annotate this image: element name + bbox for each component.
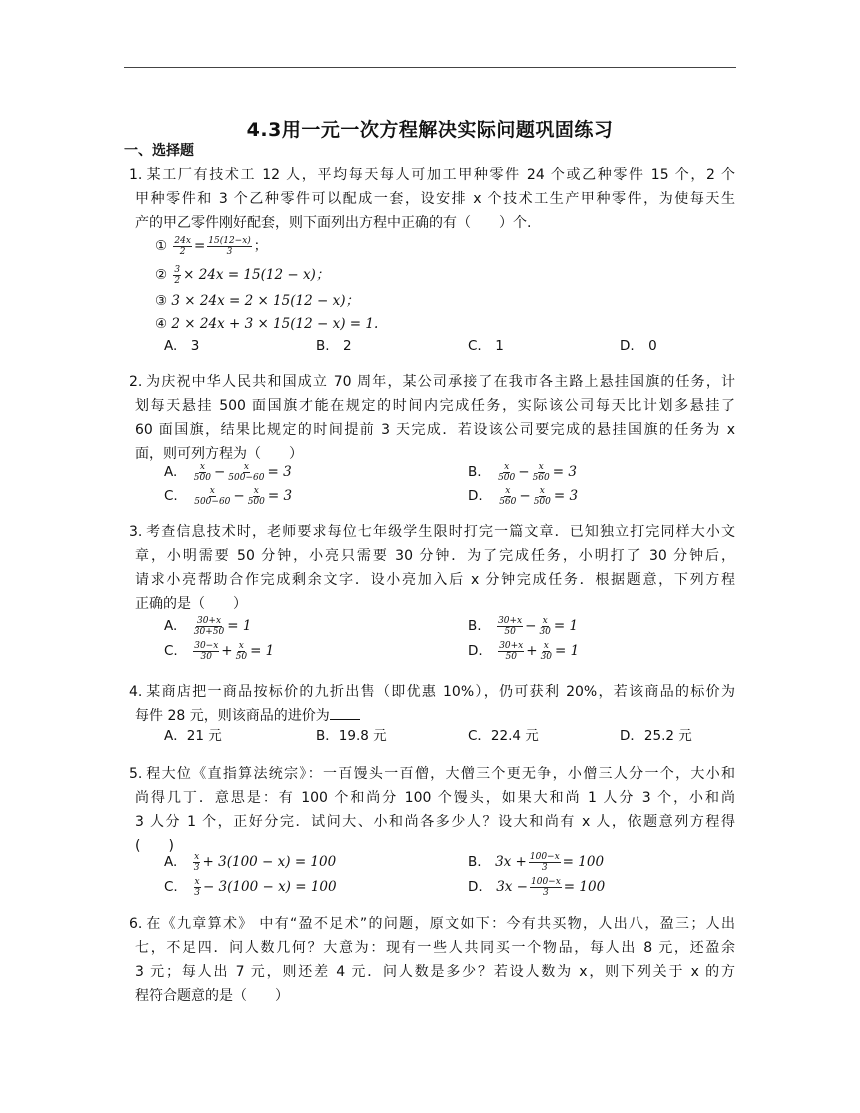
question-line: 5. 程大位《直指算法统宗》：一百馒头一百僧，大僧三个更无争，小僧三人分一个，大小和	[129, 766, 735, 782]
option-d: D. 0	[620, 338, 657, 354]
option-a: A. 3	[164, 338, 200, 354]
option-b: B. $\frac{30+x}{50}$ − $\frac{x}{30}$ = 1	[468, 615, 579, 637]
option-d: D. $\frac{x}{560}$ − $\frac{x}{500}$ = 3	[468, 485, 579, 507]
question-4	[129, 680, 735, 728]
fraction: $\frac{24x}{2}$	[174, 235, 191, 257]
page-title: 4.3用一元一次方程解决实际问题巩固练习	[246, 119, 614, 141]
question-line: ( )	[135, 838, 174, 854]
question-line: 划每天悬挂 500 面国旗才能在规定的时间内完成任务，实际该公司每天比计划多悬挂了	[135, 398, 735, 414]
question-line: 尚得几丁．意思是：有 100 个和尚分 100 个馒头，如果大和尚 1 人分 3 个，小和尚	[135, 790, 735, 806]
question-3	[129, 520, 735, 616]
question-6	[129, 912, 735, 1008]
option-c: C．22.4 元	[468, 728, 539, 744]
question-line: 3. 考查信息技术时，老师要求每位七年级学生限时打完一篇文章．已知独立打完同样大小文	[129, 524, 735, 540]
question-line: 3 元；每人出 7 元，则还差 4 元．问人数是多少？若设人数为 x，则下列关于 x 的方	[135, 964, 735, 980]
fraction: $\frac{3}{2}$	[174, 264, 181, 286]
question-line: 每件 28 元，则该商品的进价为	[135, 704, 735, 728]
question-1	[129, 163, 735, 235]
statement-1: ① $\frac{24x}{2}$ = $\frac{15(12-x)}{3}$ ；	[155, 235, 268, 257]
option-a: A. $\frac{x}{500}$ − $\frac{x}{500-60}$ = 3	[164, 461, 292, 483]
question-line: 3 人分 1 个，正好分完．试问大、小和尚各多少人？设大和尚有 x 人，依题意列方程得	[135, 814, 735, 830]
question-line: 程符合题意的是（ ）	[135, 988, 289, 1004]
option-a: A．21 元	[164, 728, 222, 744]
question-line: 七，不足四．问人数几何？大意为：现有一些人共同买一个物品，每人出 8 元，还盈余	[135, 940, 735, 956]
option-b: B．19.8 元	[316, 728, 387, 744]
question-2	[129, 370, 735, 466]
question-line: 60 面国旗，结果比规定的时间提前 3 天完成．若设该公司要完成的悬挂国旗的任务为 x	[135, 422, 735, 438]
question-line: 4. 某商店把一商品按标价的九折出售（即优惠 10%），仍可获利 20%，若该商品的标价为	[129, 684, 735, 700]
option-c: C. $\frac{x}{500-60}$ − $\frac{x}{500}$ = 3	[164, 485, 293, 507]
option-a: A. $\frac{x}{3}$ + 3(100 − x) = 100	[164, 851, 337, 873]
question-line: 正确的是（ ）	[135, 596, 247, 612]
statement-2: ② $\frac{3}{2}$ × 24x = 15(12 − x)；	[155, 264, 330, 286]
answer-blank[interactable]	[330, 705, 360, 720]
option-c: C. 1	[468, 338, 504, 354]
question-line: 章，小明需要 50 分钟，小亮只需要 30 分钟．为了完成任务，小明打了 30 分钟后，	[135, 548, 735, 564]
option-c: C. $\frac{x}{3}$ − 3(100 − x) = 100	[164, 876, 337, 898]
option-d: D. $\frac{30+x}{50}$ + $\frac{x}{30}$ = 1	[468, 640, 580, 662]
option-c: C. $\frac{30-x}{30}$ + $\frac{x}{50}$ = 1	[164, 640, 275, 662]
statement-4: ④ 2 × 24x + 3 × 15(12 − x) = 1.	[155, 316, 379, 332]
question-line: 1. 某工厂有技术工 12 人，平均每天每人可加工甲种零件 24 个或乙种零件 15 个，2 个	[129, 167, 735, 183]
option-a: A. $\frac{30+x}{30+50}$ = 1	[164, 615, 252, 637]
question-line: 请求小亮帮助合作完成剩余文字．设小亮加入后 x 分钟完成任务．根据题意，下列方程	[135, 572, 735, 588]
question-line: 2. 为庆祝中华人民共和国成立 70 周年，某公司承接了在我市各主路上悬挂国旗的任务，计	[129, 374, 735, 390]
fraction: $\frac{15(12-x)}{3}$	[208, 235, 251, 257]
option-b: B. 2	[316, 338, 352, 354]
question-line: 6. 在《九章算术》 中有“盈不足术”的问题，原文如下：今有共买物，人出八，盈三；人出	[129, 916, 735, 932]
question-line: 产的甲乙零件刚好配套，则下面列出方程中正确的有（ ）个.	[135, 215, 532, 231]
question-line: 甲种零件和 3 个乙种零件可以配成一套，设安排 x 个技术工生产甲种零件，为使每天生	[135, 191, 735, 207]
question-line: 面，则可列方程为（ ）	[135, 446, 303, 462]
statement-3: ③ 3 × 24x = 2 × 15(12 − x)；	[155, 293, 359, 309]
option-b: B. $\frac{x}{500}$ − $\frac{x}{560}$ = 3	[468, 461, 577, 483]
option-d: D. 3x − $\frac{100-x}{3}$ = 100	[468, 876, 606, 898]
option-d: D．25.2 元	[620, 728, 692, 744]
header-rule	[124, 67, 736, 68]
section-heading: 一、选择题	[124, 143, 194, 159]
question-5	[129, 762, 735, 858]
option-b: B. 3x + $\frac{100-x}{3}$ = 100	[468, 851, 605, 873]
